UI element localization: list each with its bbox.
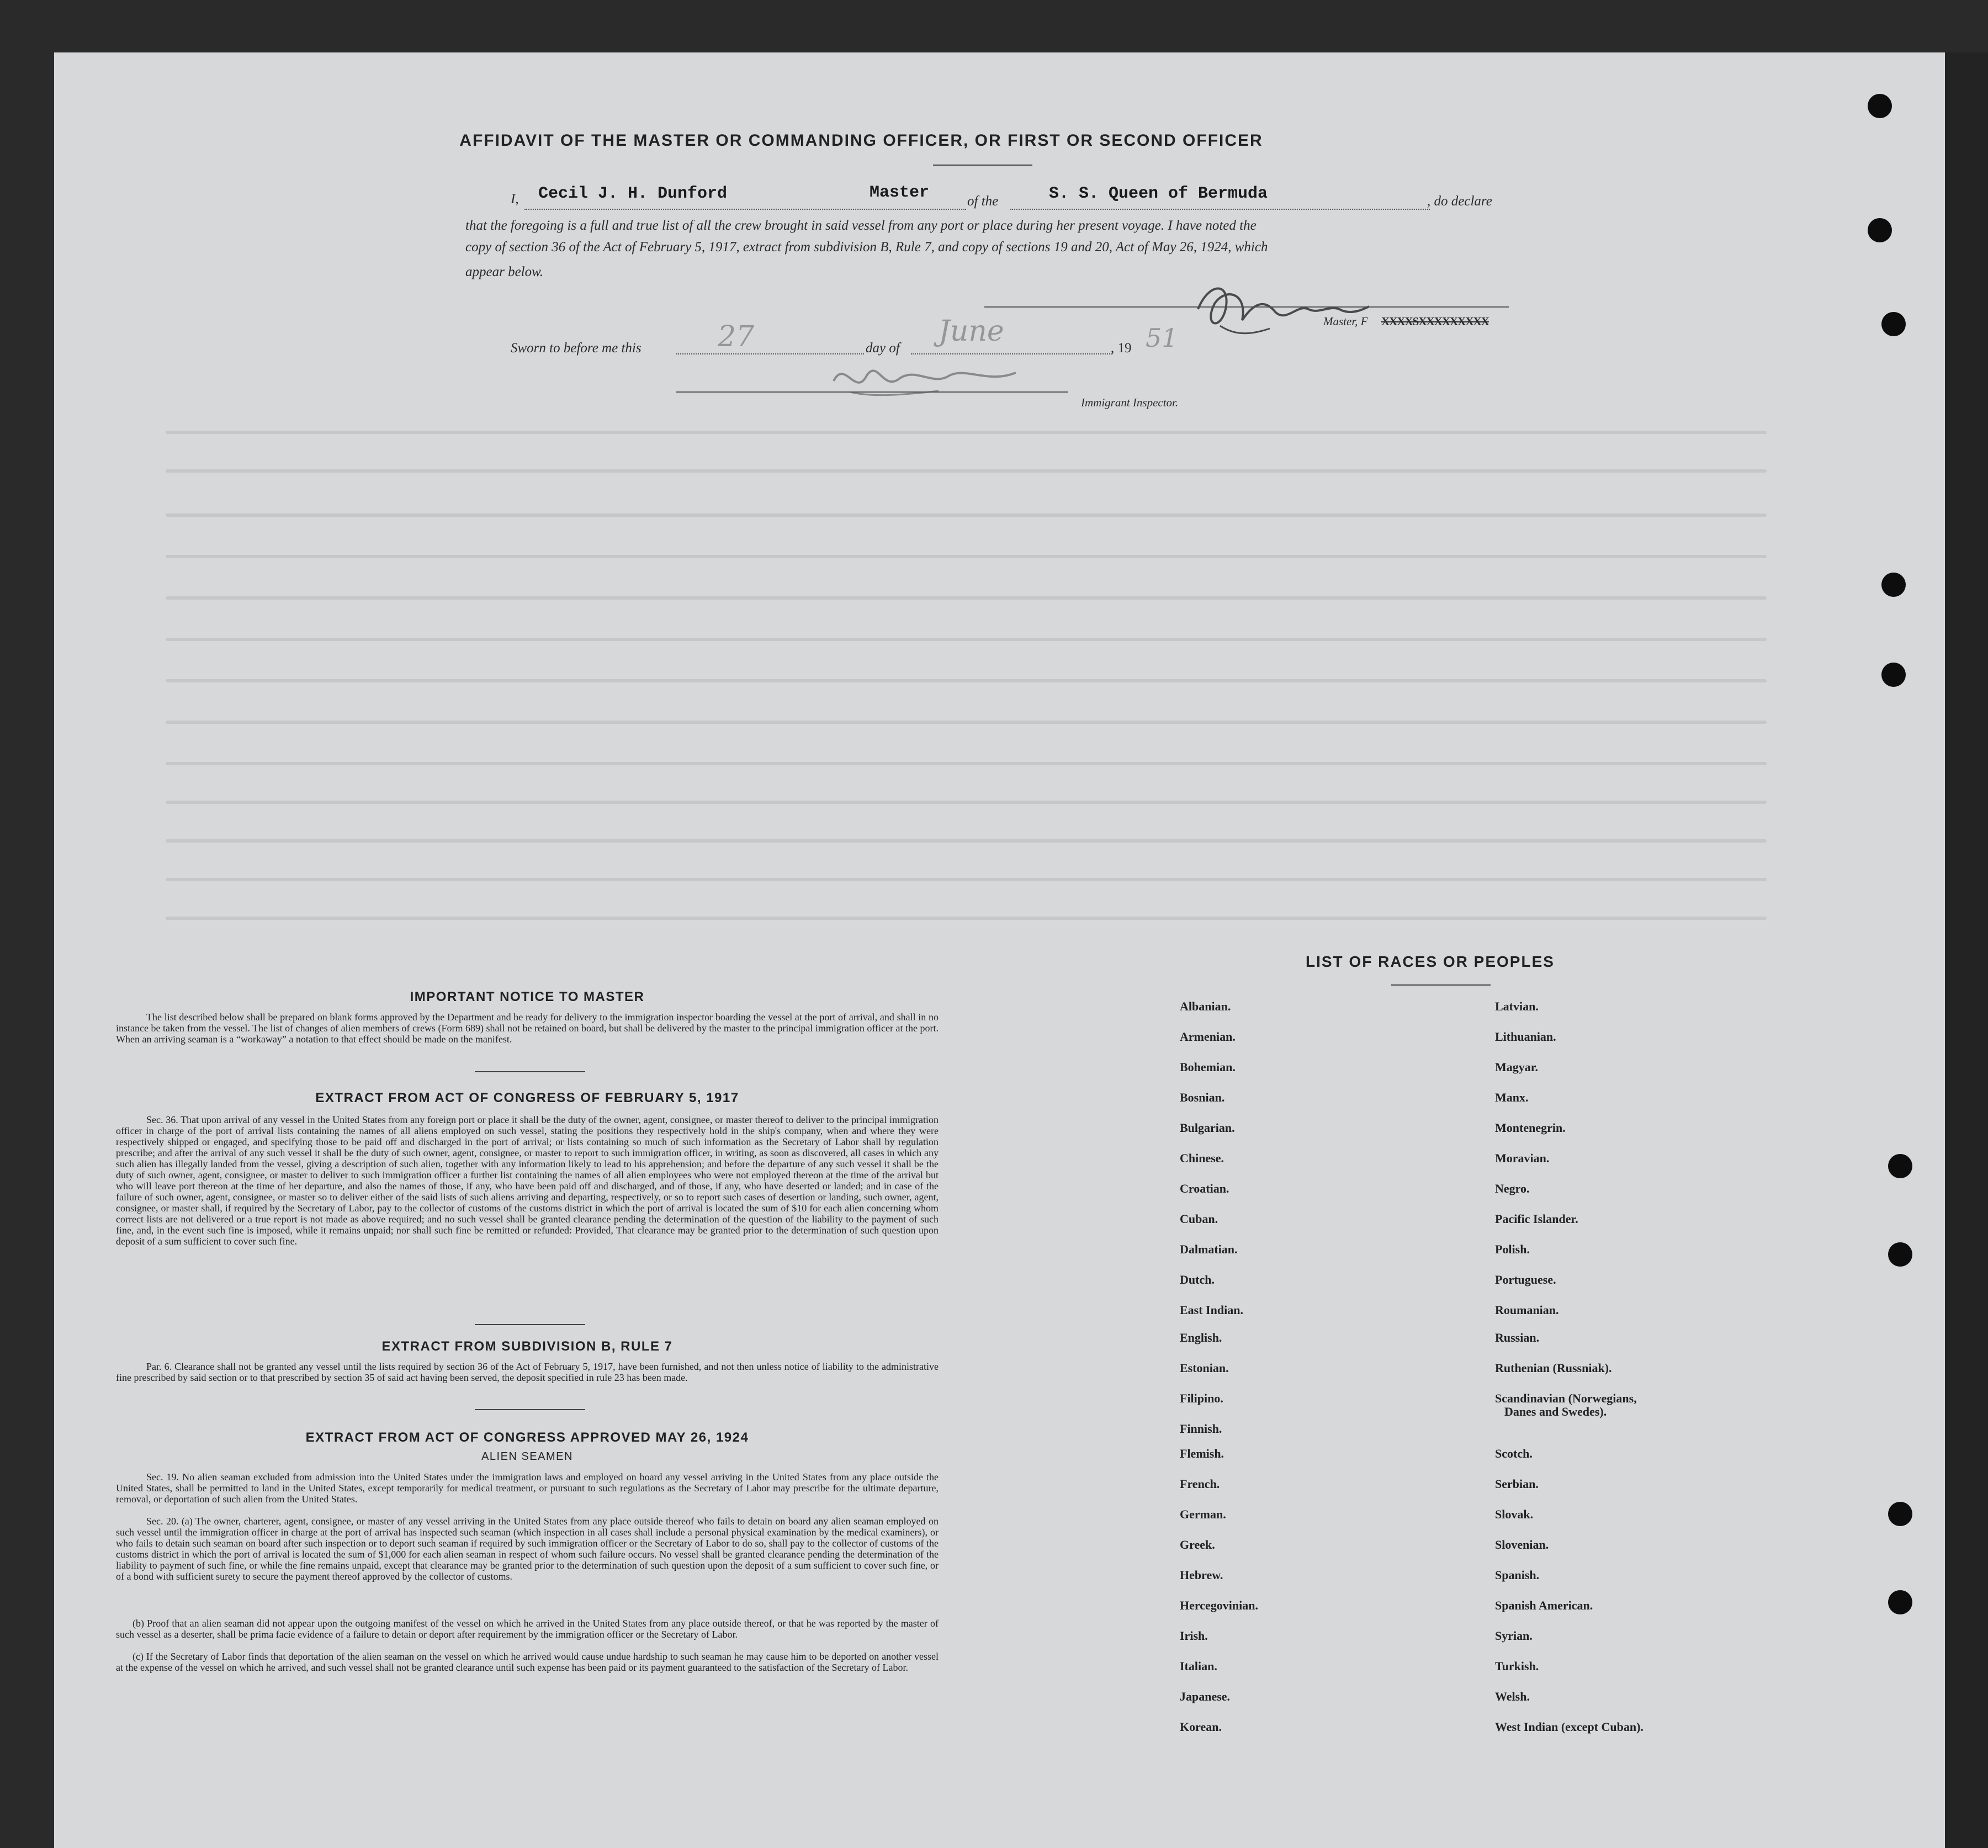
race-item: Finnish.	[1180, 1422, 1222, 1436]
race-item: French.	[1180, 1477, 1220, 1491]
master-struck-title: XXXXSXXXXXXXXX	[1381, 315, 1489, 328]
race-item: Scotch.	[1495, 1447, 1533, 1460]
master-signature	[1187, 271, 1375, 348]
affidavit-line-3: copy of section 36 of the Act of February 5, 1917, extract from subdivision B, Rule 7, and copy of sections 19 and 20, Act of May 26, 1924, which	[465, 240, 1268, 255]
sworn-label: Sworn to before me this	[511, 341, 642, 356]
race-item: Irish.	[1180, 1629, 1208, 1643]
punch-hole	[1881, 312, 1906, 336]
race-item: Japanese.	[1180, 1690, 1231, 1703]
race-item: Montenegrin.	[1495, 1121, 1566, 1135]
sec20a-text: Sec. 20. (a) The owner, charterer, agent, consignee, or master of any vessel arriving in the United States from any place outside thereof who fails to detain on board any alien seaman employed on such vessel until the immigration officer in charge at the port of arrival has inspected such seaman (which inspection in all cases shall include a personal physical examination by the medical examiners), or who fails to detain such seaman on board after such inspection or to deport such seaman if required by such immigration officer or the Secretary of Labor to do so, shall pay to the collector of customs of the customs district in which the port of arrival is located the sum of $1,000 for each alien seaman in respect of whom such failure occurs. No vessel shall be granted clearance pending the determination of the liability to payment of such fine, or while the fine remains unpaid, except that clearance may be granted prior to the determination of such question upon the deposit of a sum sufficient to cover such fine, or of a bond with sufficient surety to secure the payment thereof approved by the collector of customs.	[116, 1516, 939, 1582]
race-item: Croatian.	[1180, 1182, 1229, 1195]
alien-seamen-subtitle: ALIEN SEAMEN	[481, 1450, 573, 1463]
race-item: Roumanian.	[1495, 1303, 1559, 1317]
affidavit-line-4: appear below.	[465, 264, 544, 279]
extract-1917-text: Sec. 36. That upon arrival of any vessel in the United States from any foreign port or place it shall be the duty of the owner, agent, consignee, or master thereof to deliver to the principal immigration officer in charge of the port of arrival lists containing the names of all aliens employed on such vessel, stating the positions they respectively hold in the ship's company, when and where they were respectively shipped or engaged, and specifying those to be paid off and discharged in the port of arrival; or lists containing so much of such information as the Secretary of Labor shall by regulation prescribe; and after the arrival of any such vessel it shall be the duty of such owner, agent, consignee, or master to report to such immigration officer, in writing, as soon as discovered, all cases in which any such alien has illegally landed from the vessel, giving a description of such alien, together with any information likely to lead to his apprehension; and before the departure of any such vessel it shall be the duty of such owner, agent, consignee, or master to deliver to such immigration officer a further list containing the names of all alien employees who were not employed thereon at the time of the arrival but who will leave port thereon at the time of her departure, and also the names of those, if any, who have been paid off and discharged, and of those, if any, who have deserted or landed; and in case of the failure of such owner, agent, consignee, or master so to deliver either of the said lists of such aliens arriving and departing, respectively, or so to report such cases of desertion or landing, such owner, agent, consignee, or master shall, if required by the Secretary of Labor, pay to the collector of customs of the customs district in which the port of arrival is located the sum of $10 for each alien concerning whom correct lists are not delivered or a true report is not made as above required; and no such vessel shall be granted clearance pending the determination of the question of the liability to the payment of such fine, and, in the event such fine is imposed, while it remains unpaid; nor shall such fine be remitted or refunded: Provided, That clearance may be granted prior to the determination of such question upon deposit of a sum sufficient to cover such fine.	[116, 1114, 939, 1247]
race-item: Spanish American.	[1495, 1598, 1593, 1612]
rule7-title: EXTRACT FROM SUBDIVISION B, RULE 7	[381, 1339, 673, 1354]
inspector-label: Immigrant Inspector.	[1081, 396, 1179, 409]
race-item: Russian.	[1495, 1331, 1540, 1344]
sworn-year: 51	[1146, 323, 1178, 353]
race-item: Moravian.	[1495, 1151, 1550, 1165]
race-item: English.	[1180, 1331, 1222, 1344]
inspector-signature	[828, 353, 1027, 403]
race-item: Bosnian.	[1180, 1090, 1225, 1104]
punch-hole	[1881, 573, 1906, 597]
race-item: Bulgarian.	[1180, 1121, 1235, 1135]
punch-hole	[1888, 1242, 1912, 1267]
race-item: East Indian.	[1180, 1303, 1243, 1317]
title-divider	[933, 165, 1032, 166]
race-item: Filipino.	[1180, 1391, 1223, 1405]
race-item: Dutch.	[1180, 1273, 1215, 1286]
race-item: Lithuanian.	[1495, 1030, 1556, 1044]
race-item: Latvian.	[1495, 999, 1539, 1013]
year-prefix: , 19	[1111, 341, 1132, 356]
race-item: Negro.	[1495, 1182, 1530, 1195]
races-divider	[1391, 984, 1491, 986]
day-of-label: day of	[866, 341, 900, 356]
master-name: Cecil J. H. Dunford	[538, 184, 728, 203]
race-item: Welsh.	[1495, 1690, 1530, 1703]
race-item: Armenian.	[1180, 1030, 1236, 1044]
race-item: Syrian.	[1495, 1629, 1533, 1643]
rule7-divider	[475, 1409, 585, 1410]
master-label: Master, F	[1323, 315, 1368, 328]
of-the-label: of the	[967, 194, 999, 209]
race-item: Cuban.	[1180, 1212, 1218, 1226]
do-declare-label: , do declare	[1427, 194, 1492, 209]
extract-1917-title: EXTRACT FROM ACT OF CONGRESS OF FEBRUARY 5, 1917	[315, 1090, 739, 1105]
extract-1917-divider	[475, 1324, 585, 1325]
notice-divider	[475, 1071, 585, 1072]
vessel-name: S. S. Queen of Bermuda	[1049, 184, 1268, 203]
punch-hole	[1868, 94, 1892, 118]
sec19-text: Sec. 19. No alien seaman excluded from admission into the United States under the immigration laws and employed on board any vessel arriving in the United States from any place outside the United States, shall be permitted to land in the United States, except temporarily for medical treatment, or pursuant to such regulations as the Secretary of Labor may prescribe for the ultimate departure, removal, or deportation of such alien from the United States.	[116, 1471, 939, 1505]
sworn-day: 27	[718, 320, 755, 353]
race-item: Serbian.	[1495, 1477, 1539, 1491]
race-item: Ruthenian (Russniak).	[1495, 1361, 1612, 1375]
extract-1924-title: EXTRACT FROM ACT OF CONGRESS APPROVED MAY 26, 1924	[305, 1430, 749, 1445]
punch-hole	[1868, 218, 1892, 242]
race-item: Bohemian.	[1180, 1060, 1236, 1074]
race-item: Flemish.	[1180, 1447, 1224, 1460]
race-item: Danes and Swedes).	[1504, 1405, 1607, 1418]
race-item: Pacific Islander.	[1495, 1212, 1578, 1226]
race-item: Slovak.	[1495, 1507, 1534, 1521]
sec20c-text: (c) If the Secretary of Labor finds that deportation of the alien seaman on the vessel on which he arrived would cause undue hardship to such seaman he may cause him to be deported on another vessel at the expense of the vessel on which he arrived, and such vessel shall not be granted clearance until such expense has been paid or its payment guaranteed to the satisfaction of the Secretary of Labor.	[116, 1651, 939, 1673]
race-item: Hebrew.	[1180, 1568, 1223, 1582]
race-item: Greek.	[1180, 1538, 1215, 1552]
page-edge	[1945, 52, 1988, 1848]
race-item: Italian.	[1180, 1659, 1217, 1673]
name-blank	[524, 209, 966, 210]
master-rank: Master	[870, 183, 930, 202]
race-item: Hercegovinian.	[1180, 1598, 1258, 1612]
rule7-text: Par. 6. Clearance shall not be granted any vessel until the lists required by section 36 of the Act of February 5, 1917, have been furnished, and not then unless notice of liability to the administrative fine prescribed by said section or to that prescribed by section 35 of said act having been served, the deposit specified in rule 23 has been made.	[116, 1361, 939, 1383]
race-item: Scandinavian (Norwegians,	[1495, 1391, 1637, 1405]
race-item: Chinese.	[1180, 1151, 1224, 1165]
sworn-month: June	[939, 315, 1004, 348]
race-item: Portuguese.	[1495, 1273, 1556, 1286]
punch-hole	[1888, 1590, 1912, 1614]
race-item: Turkish.	[1495, 1659, 1539, 1673]
race-item: Slovenian.	[1495, 1538, 1549, 1552]
inspector-signature-line	[676, 391, 1068, 393]
race-item: Albanian.	[1180, 999, 1231, 1013]
race-item: Estonian.	[1180, 1361, 1229, 1375]
affidavit-prefix: I,	[511, 192, 519, 206]
race-item: German.	[1180, 1507, 1226, 1521]
punch-hole	[1881, 663, 1906, 687]
race-item: Polish.	[1495, 1242, 1530, 1256]
notice-text: The list described below shall be prepared on blank forms approved by the Department and be ready for delivery to the immigration inspector boarding the vessel at the port of arrival, and shall in no instance be taken from the vessel. The list of changes of alien members of crews (Form 689) shall not be retained on board, but shall be delivered by the master to the principal immigration officer at the port. When an arriving seaman is a “workaway” a notation to that effect should be made on the manifest.	[116, 1012, 939, 1045]
race-item: Dalmatian.	[1180, 1242, 1238, 1256]
race-item: Magyar.	[1495, 1060, 1539, 1074]
race-item: West Indian (except Cuban).	[1495, 1720, 1644, 1734]
races-title: LIST OF RACES OR PEOPLES	[1306, 953, 1555, 970]
affidavit-line-2: that the foregoing is a full and true list of all the crew brought in said vessel from any port or place during her present voyage. I have noted the	[465, 218, 1257, 233]
notice-title: IMPORTANT NOTICE TO MASTER	[410, 989, 645, 1004]
punch-hole	[1888, 1154, 1912, 1178]
sec20b-text: (b) Proof that an alien seaman did not appear upon the outgoing manifest of the vessel on which he arrived in the United States from any place outside thereof, or that he was reported by the master of such vessel as a deserter, shall be prima facie evidence of a failure to detain or deport after requirement by the immigration officer or the Secretary of Labor.	[116, 1618, 939, 1640]
race-item: Spanish.	[1495, 1568, 1540, 1582]
race-item: Manx.	[1495, 1090, 1529, 1104]
race-item: Korean.	[1180, 1720, 1222, 1734]
affidavit-title: AFFIDAVIT OF THE MASTER OR COMMANDING OFFICER, OR FIRST OR SECOND OFFICER	[459, 131, 1263, 150]
punch-hole	[1888, 1502, 1912, 1526]
vessel-blank	[1010, 209, 1430, 210]
